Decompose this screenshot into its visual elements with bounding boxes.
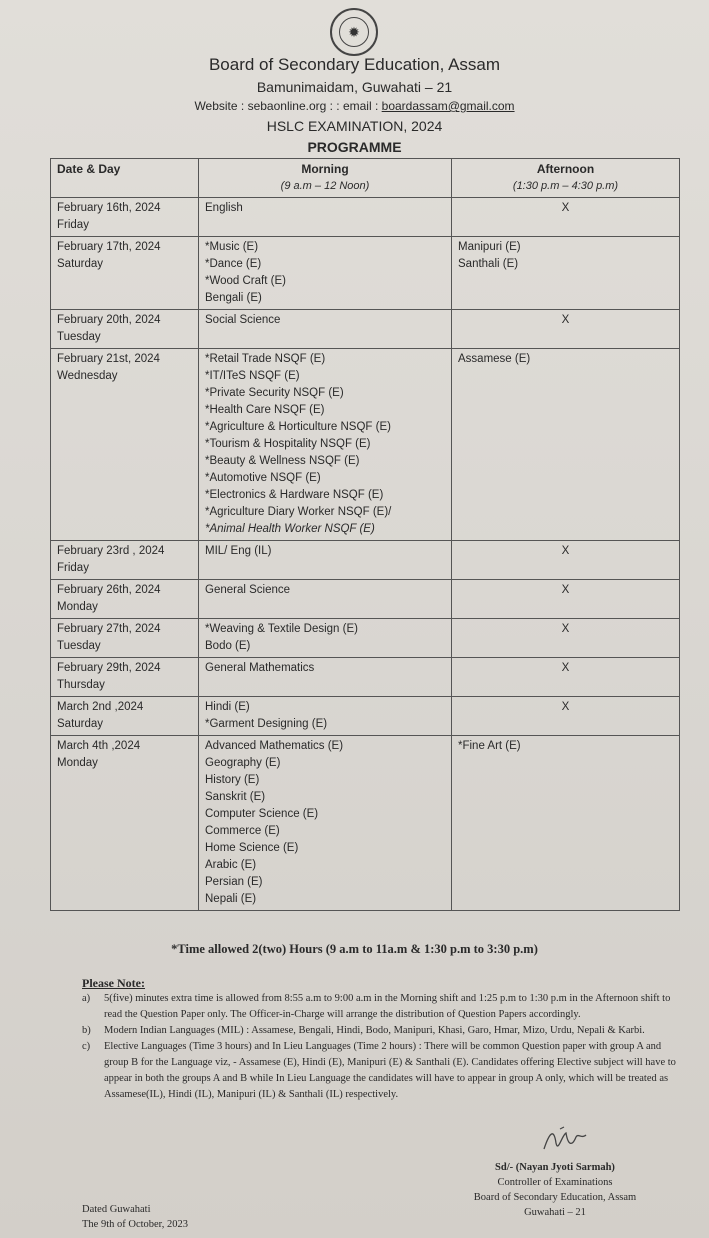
exam-date: February 23rd , 2024 <box>57 545 165 557</box>
morning-subject: General Mathematics <box>205 662 315 674</box>
board-address: Bamunimaidam, Guwahati – 21 <box>256 79 453 95</box>
exam-day: Tuesday <box>57 331 101 343</box>
exam-date: February 21st, 2024 <box>57 353 160 365</box>
morning-subject: Bodo (E) <box>205 640 251 652</box>
date-cell <box>51 237 199 310</box>
morning-subject: MIL/ Eng (IL) <box>205 545 272 557</box>
exam-date: February 20th, 2024 <box>57 314 161 326</box>
afternoon-cell <box>452 198 680 237</box>
morning-cell <box>199 349 452 541</box>
date-cell <box>51 619 199 658</box>
notes-section <box>82 975 682 1103</box>
morning-subject: *Electronics & Hardware NSQF (E) <box>205 489 384 501</box>
morning-column-header <box>199 159 452 198</box>
morning-subject: *Private Security NSQF (E) <box>205 387 344 399</box>
morning-subject: Advanced Mathematics (E) <box>205 740 344 752</box>
afternoon-cell <box>452 541 680 580</box>
exam-schedule-table <box>50 158 680 911</box>
afternoon-column-header <box>452 159 680 198</box>
morning-subject: Computer Science (E) <box>205 808 319 820</box>
table-row <box>51 349 680 541</box>
exam-day: Friday <box>57 219 89 231</box>
note-item <box>82 1023 682 1039</box>
morning-subject: English <box>205 202 243 214</box>
morning-cell <box>199 541 452 580</box>
exam-date: March 2nd ,2024 <box>57 701 144 713</box>
morning-subject: *Agriculture Diary Worker NSQF (E)/ <box>205 506 392 518</box>
exam-title: HSLC EXAMINATION, 2024 <box>266 118 443 134</box>
note-label: b) <box>82 1025 91 1036</box>
morning-subject: History (E) <box>205 774 260 786</box>
table-row <box>51 658 680 697</box>
morning-subject: Arabic (E) <box>205 859 257 871</box>
date-cell <box>51 658 199 697</box>
no-exam-mark: X <box>561 314 570 326</box>
note-item <box>82 1039 682 1103</box>
note-text: Modern Indian Languages (MIL) : Assamese, Bengali, Hindi, Bodo, Manipuri, Khasi, Garo, Hmar, Mizo, Urdu, Nepali & Karbi. <box>104 1025 645 1036</box>
exam-day: Monday <box>57 757 98 769</box>
date-column-header: Date & Day <box>51 159 199 198</box>
exam-day: Thursday <box>57 679 105 691</box>
morning-subject: Geography (E) <box>205 757 281 769</box>
website-text: Website : sebaonline.org : : email : <box>194 99 382 113</box>
table-row <box>51 310 680 349</box>
afternoon-cell <box>452 697 680 736</box>
afternoon-cell <box>452 237 680 310</box>
date-cell <box>51 349 199 541</box>
table-row <box>51 580 680 619</box>
morning-time: (9 a.m – 12 Noon) <box>280 180 370 192</box>
afternoon-subject: Manipuri (E) <box>458 241 521 253</box>
note-label: c) <box>82 1041 91 1052</box>
morning-subject: *Agriculture & Horticulture NSQF (E) <box>205 421 391 433</box>
exam-day: Wednesday <box>57 370 118 382</box>
board-seal-icon: ✹ <box>330 8 378 56</box>
afternoon-cell <box>452 349 680 541</box>
morning-subject: Social Science <box>205 314 281 326</box>
signatory-name: Sd/- (Nayan Jyoti Sarmah) <box>495 1162 615 1173</box>
email-link[interactable]: boardassam@gmail.com <box>381 99 515 113</box>
signatory-office: Board of Secondary Education, Assam <box>473 1192 637 1203</box>
morning-subject: Hindi (E) <box>205 701 250 713</box>
dated-line-1: Dated Guwahati <box>82 1204 151 1215</box>
morning-subject: Persian (E) <box>205 876 263 888</box>
table-header-row <box>51 159 680 198</box>
signatory-place: Guwahati – 21 <box>524 1207 586 1218</box>
afternoon-cell <box>452 736 680 911</box>
morning-subject: *Health Care NSQF (E) <box>205 404 325 416</box>
handwritten-signature <box>540 1125 590 1157</box>
morning-subject: General Science <box>205 584 291 596</box>
morning-cell <box>199 619 452 658</box>
morning-subject: *Tourism & Hospitality NSQF (E) <box>205 438 371 450</box>
board-name: Board of Secondary Education, Assam <box>208 55 501 74</box>
table-row <box>51 198 680 237</box>
notes-title: Please Note: <box>82 976 145 990</box>
morning-subject: *Wood Craft (E) <box>205 275 286 287</box>
morning-cell <box>199 237 452 310</box>
note-text: Elective Languages (Time 3 hours) and In Lieu Languages (Time 2 hours) : There will be common Question paper with group A and group B for the Language viz, - Assamese (E), Hindi (E), Manipuri (E) & Santhali (E). Candidates offering Elective subject will have to appear in both the groups A and B while In Lieu Language the candidates will have to appear in group A only, which will be treated as Assamese(IL), Hindi (IL), Manipuri (IL) & Santhali (IL) respectively. <box>104 1041 676 1100</box>
afternoon-cell <box>452 310 680 349</box>
no-exam-mark: X <box>561 202 570 214</box>
morning-cell <box>199 580 452 619</box>
morning-subject: *Weaving & Textile Design (E) <box>205 623 358 635</box>
morning-cell <box>199 697 452 736</box>
signatory-designation: Controller of Examinations <box>497 1177 613 1188</box>
date-cell <box>51 541 199 580</box>
date-cell <box>51 198 199 237</box>
afternoon-label: Afternoon <box>536 162 595 176</box>
afternoon-subject: *Fine Art (E) <box>458 740 521 752</box>
exam-date: February 26th, 2024 <box>57 584 161 596</box>
no-exam-mark: X <box>561 662 570 674</box>
afternoon-subject: Assamese (E) <box>458 353 531 365</box>
exam-day: Tuesday <box>57 640 101 652</box>
morning-subject: Home Science (E) <box>205 842 299 854</box>
exam-date: February 17th, 2024 <box>57 241 161 253</box>
morning-subject: Bengali (E) <box>205 292 262 304</box>
afternoon-cell <box>452 658 680 697</box>
table-row <box>51 619 680 658</box>
morning-label: Morning <box>301 162 349 176</box>
no-exam-mark: X <box>561 701 570 713</box>
table-row <box>51 697 680 736</box>
signatory-block <box>440 1160 670 1220</box>
website-line <box>0 99 709 113</box>
no-exam-mark: X <box>561 584 570 596</box>
dated-line-2: The 9th of October, 2023 <box>82 1219 189 1230</box>
morning-subject: Nepali (E) <box>205 893 257 905</box>
exam-date: March 4th ,2024 <box>57 740 141 752</box>
programme-title: PROGRAMME <box>307 139 402 155</box>
table-row <box>51 736 680 911</box>
afternoon-cell <box>452 619 680 658</box>
no-exam-mark: X <box>561 623 570 635</box>
morning-subject: *Retail Trade NSQF (E) <box>205 353 326 365</box>
note-item <box>82 991 682 1023</box>
morning-subject: *Garment Designing (E) <box>205 718 328 730</box>
morning-subject: *Animal Health Worker NSQF (E) <box>205 523 375 535</box>
table-row <box>51 237 680 310</box>
morning-subject: *Automotive NSQF (E) <box>205 472 321 484</box>
dated-block <box>82 1202 188 1232</box>
morning-subject: *IT/ITeS NSQF (E) <box>205 370 300 382</box>
morning-subject: *Music (E) <box>205 241 259 253</box>
table-row <box>51 541 680 580</box>
morning-subject: Commerce (E) <box>205 825 280 837</box>
time-allowed: *Time allowed 2(two) Hours (9 a.m to 11a.m & 1:30 p.m to 3:30 p.m) <box>171 942 538 956</box>
afternoon-cell <box>452 580 680 619</box>
exam-day: Saturday <box>57 718 104 730</box>
no-exam-mark: X <box>561 545 570 557</box>
morning-subject: *Beauty & Wellness NSQF (E) <box>205 455 360 467</box>
morning-cell <box>199 310 452 349</box>
exam-date: February 27th, 2024 <box>57 623 161 635</box>
date-cell <box>51 697 199 736</box>
afternoon-subject: Santhali (E) <box>458 258 519 270</box>
note-label: a) <box>82 993 91 1004</box>
date-cell <box>51 736 199 911</box>
exam-day: Friday <box>57 562 89 574</box>
afternoon-time: (1:30 p.m – 4:30 p.m) <box>512 180 619 192</box>
note-text: 5(five) minutes extra time is allowed from 8:55 a.m to 9:00 a.m in the Morning shift and 1:25 p.m to 1:30 p.m in the Afternoon shift to read the Question Paper only. The Officer-in-Charge will arrange the distribution of Question Papers accordingly. <box>104 993 671 1020</box>
date-cell <box>51 310 199 349</box>
morning-cell <box>199 658 452 697</box>
exam-day: Saturday <box>57 258 104 270</box>
exam-date: February 29th, 2024 <box>57 662 161 674</box>
morning-cell <box>199 736 452 911</box>
morning-subject: *Dance (E) <box>205 258 262 270</box>
exam-date: February 16th, 2024 <box>57 202 161 214</box>
date-cell <box>51 580 199 619</box>
morning-cell <box>199 198 452 237</box>
morning-subject: Sanskrit (E) <box>205 791 266 803</box>
exam-day: Monday <box>57 601 98 613</box>
